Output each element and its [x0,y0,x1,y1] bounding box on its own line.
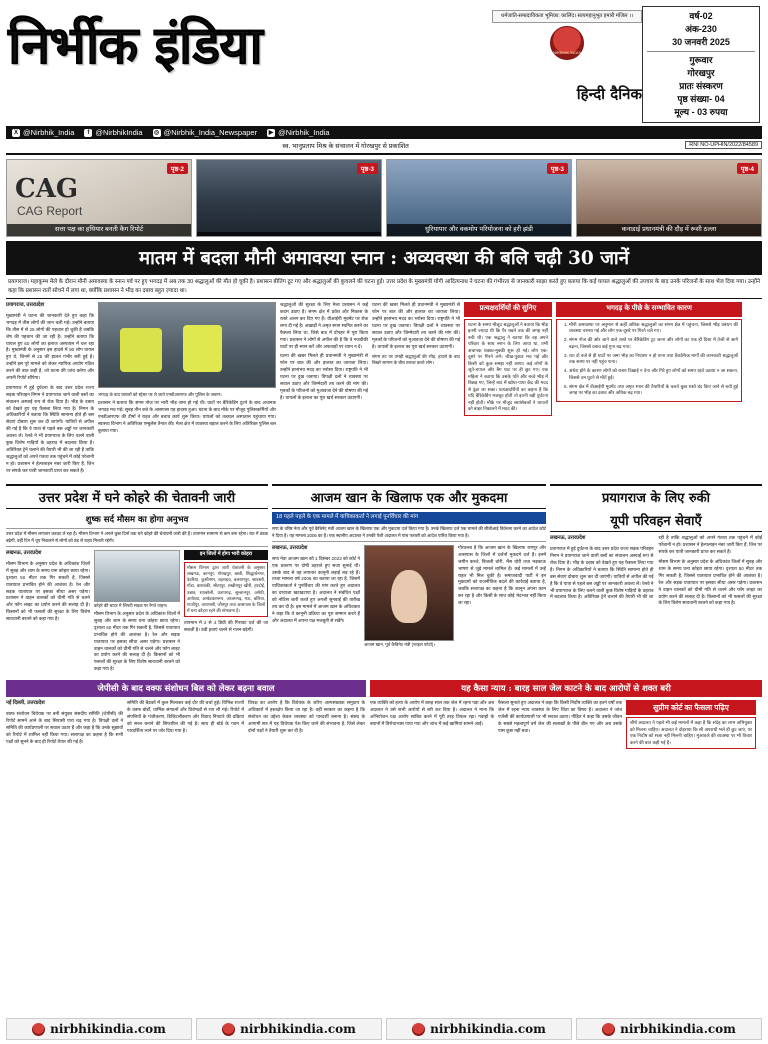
azam-headline: आजम खान के खिलाफ एक और मुकदमा [272,484,546,509]
lead-column-3 [280,302,368,477]
issue-place: गोरखपुर [687,68,715,79]
body-text: वक्फ संशोधन विधेयक पर बनी संयुक्त संसदीय समिति (जेपीसी) की रिपोर्ट सामने आने के बाद सियासी पारा चढ़ गया है। विपक्षी दलों ने समिति की कार्यप्रणाली पर सवाल उठाए हैं और कहा है कि उनके सुझावों को रिपोर्ट में शामिल नहीं किया गया। सत्तापक्ष का कहना है कि सभी पक्षों को सुनने के बाद ही रिपोर्ट तैयार की गई है। [6,710,123,744]
cause-item: 2. संगम नोज की ओर जाने वाले रास्ते पर बैरिकेडिंग टूट जाना और लोगों का एक ही दिशा में तेजी से आगे बढ़ना, जिससे दबाव कई गुना बढ़ गया। [569,337,738,350]
body-text: श्रद्धालुओं की सुरक्षा के लिए मेला प्रशासन ने कई कदम उठाए हैं। संगम क्षेत्र में प्रवेश और निकास के रास्ते अलग कर दिए गए हैं। वीआईपी मूवमेंट पर रोक लगा दी गई है। अखाड़ों ने अमृत स्नान स्थगित करने का फैसला लिया था, जिसे बाद में दोपहर में पूरा किया गया। प्रशासन ने लोगों से अपील की है कि वे नजदीकी घाटों पर ही स्नान करें और अफवाहों पर ध्यान न दें। [280,302,368,349]
daily-label: हिन्दी दैनिक [576,84,642,103]
masthead-slogan: धर्मजाति-सम्प्रदायिकता भूमिका: कालिंद। सत्यमहानुभूत हमारी मंजिल ।। [492,10,642,23]
body-text: विपक्ष का आरोप है कि विधेयक के जरिए अल्पसंख्यक समुदाय के अधिकारों में हस्तक्षेप किया जा रहा है। वहीं सरकार का कहना है कि संशोधन का उद्देश्य केवल व्यवस्था को पारदर्शी बनाना है। संसद के आगामी सत्र में यह विधेयक पेश किए जाने की संभावना है, जिसे लेकर दोनों पक्षों ने तैयारी शुरू कर दी है। [248,700,365,733]
body-text: एक व्यक्ति को हत्या के आरोप में बारह साल तक जेल में रहना पड़ा और अब अदालत ने उसे सभी आरोपों से बरी कर दिया है। अदालत ने माना कि अभियोजन पक्ष आरोप साबित करने में पूरी तरह विफल रहा। गवाहों के बयानों में विरोधाभास पाया गया और जांच में कई खामियां सामने आईं। [370,700,494,726]
footer-site-url: nirbhikindia.com [50,1022,166,1036]
azam-col-1 [272,545,360,650]
fog-intro: उत्तर प्रदेश में मौसम लगातार करवट ले रहा है। मौसम विभाग ने अगले कुछ दिनों तक घने कोहरे की चेतावनी जारी की है। तापमान सामान्य से कम बना रहेगा। रात में ठंडक बढ़ेगी, वहीं दिन में धूप निकलने से लोगों को ठंड से राहत मिलती रहेगी। [6,528,268,547]
lead-photo-rescue [98,302,276,388]
footer-site-cell[interactable] [196,1018,382,1040]
eyewitness-title: प्रत्यक्षदर्शियों की सुनिए [464,302,552,317]
social-handle: @NirbhikIndia [95,128,143,138]
social-instagram[interactable] [153,128,258,137]
issue-day: गुरूवार [689,55,713,66]
fog-subbox-text: मौसम विभाग द्वारा जारी चेतावनी के अनुसार लखनऊ, कानपुर, गोरखपुर, बस्ती, सिद्धार्थनगर, देवरिया, कुशीनगर, बहराइच, बलरामपुर, श्रावस्ती, गोंडा, बाराबंकी, सीतापुर, लखीमपुर खीरी, हरदोई, उन्नाव, रायबरेली, प्रतापगढ़, सुल्तानपुर, अमेठी, अयोध्या, अम्बेडकरनगर, आजमगढ़, मऊ, बलिया, गाजीपुर, वाराणसी, जौनपुर तथा आसपास के जिलों में घना कोहरा रहने की संभावना है। [184,562,268,618]
twitter-icon: X [13,129,18,136]
justice-title: यह कैसा न्याय : बारह साल जेल काटने के बाद आरोपों से शक्त बरी [370,680,762,697]
third-deck [6,680,762,749]
body-text: घटना की खबर मिलते ही प्रधानमंत्री ने मुख्यमंत्री से फोन पर बात की और हालात का जायजा लिया। उन्होंने हरसंभव मदद का भरोसा दिया। राष्ट्रपति ने भी घटना पर दुख जताया। विपक्षी दलों ने व्यवस्था पर सवाल उठाए और जिम्मेदारी तय करने की मांग की। मृतकों के परिजनों को मुआवजा देने की घोषणा की गई है। घायलों के इलाज का पूरा खर्च सरकार उठाएगी। [372,302,460,349]
justice-grid [370,700,762,749]
social-youtube[interactable] [267,128,329,137]
body-text: प्रशासन ने बताया कि संगम नोज़ पर भारी भीड़ जमा हो गई थी। घाटों पर बैरिकेडिंग टूटने के बाद अचानक भगदड़ मच गई। सुबह तीन बजे के आसपास यह हादसा हुआ। घटना के बाद मौके पर मौजूद पुलिसकर्मियों और एनडीआरएफ की टीमों ने राहत और बचाव कार्य शुरू किया। घायलों को तत्काल अस्पताल पहुंचाया गया। स्वास्थ्य विभाग ने अतिरिक्त एम्बुलेंस तैनात की। मेला क्षेत्र में व्यवस्था बहाल करने के लिए अतिरिक्त पुलिस बल बुलाया गया। [98,400,276,433]
brand-logo-icon [550,26,584,60]
body-text: फैसला सुनाते हुए अदालत ने कहा कि किसी निर्दोष व्यक्ति का इतने वर्षों तक जेल में रहना न्याय व्यवस्था के लिए चिंता का विषय है। अदालत ने जांच एजेंसी की कार्यप्रणाली पर भी सवाल उठाए। पीड़ित ने कहा कि उसके जीवन के सबसे महत्वपूर्ण वर्ष जेल की सलाखों के पीछे बीत गए और अब उसके पास कुछ नहीं बचा। [498,700,622,733]
facebook-icon: f [84,129,92,137]
waqf-col-3 [248,700,365,748]
body-text: सपा नेता आजम खान को 1 दिसंबर 2023 को कोर्ट ने एक प्रकरण पर दोषी ठहराते हुए सजा सुनाई थी। उसके बाद से वह लगातार कानूनी लड़ाई लड़ रहे हैं। ताजा मामला वर्ष 2006 का बताया जा रहा है, जिसमें याचिकाकर्ता ने पुनर्विचार की मांग करते हुए अदालत का दरवाजा खटखटाया है। अदालत ने संबंधित पक्षों को नोटिस जारी करते हुए अगली सुनवाई की तारीख तय कर दी है। इस मामले में आजम खान के अधिवक्ता ने कहा कि वे कानूनी प्रक्रिया का पूरा सम्मान करते हैं और अदालत में अपना पक्ष मजबूती से रखेंगे। [272,555,360,623]
instagram-icon: ◎ [153,130,160,137]
footer-site-cell[interactable] [386,1018,572,1040]
cause-item: 1. मौनी अमावस्या पर अनुमान से कहीं अधिक श्रद्धालुओं का संगम क्षेत्र में पहुंचना, जिससे भीड़ प्रबंधन की व्यवस्था चरमरा गई और लोग एक-दूसरे पर गिरते चले गए। [569,322,738,335]
teaser-page-badge: पृष्ठ-4 [737,163,758,174]
teaser-image [197,160,381,236]
teaser-page-badge: पृष्ठ-2 [167,163,188,174]
lead-column-2 [98,302,276,477]
fog-subhead: शुष्क सर्द मौसम का होगा अनुभव [85,515,189,526]
dateline: लखनऊ, उत्तरप्रदेश [550,535,586,542]
causes-box [556,302,742,477]
teaser-caption [197,232,381,236]
social-handle: @Nirbhik_India [23,128,75,138]
transport-body [550,535,762,607]
issue-date: 30 जनवरी 2025 [672,37,730,48]
editor-line: स्व. भानुप्रताप मिश्र के संचालन में गोरखपुर से प्रकाशित [282,143,409,151]
transport-headline-1: प्रयागराज के लिए रुकी [550,484,762,506]
dateline: नई दिल्ली, उत्तरप्रदेश [6,700,45,707]
dateline: लखनऊ, उत्तरप्रदेश [272,545,308,552]
lead-headline: मातम में बदला मौनी अमावस्या स्नान : अव्यवस्था की बलि चढ़ी 30 जानें [6,241,762,275]
lead-column-4 [372,302,460,477]
azam-body-grid [272,545,546,650]
social-twitter[interactable] [12,128,74,137]
social-bar [6,126,762,139]
body-text: मौसम विभाग के अनुसार प्रदेश के अधिकांश जिलों में सुबह और शाम के समय घना कोहरा छाया रहेगा। दृश्यता 50 मीटर तक गिर सकती है, जिससे यातायात प्रभावित होने की आशंका है। रेल और सड़क यातायात पर इसका सीधा असर पड़ेगा। प्रशासन ने वाहन चालकों को धीमी गति से चलने और फॉग लाइट का प्रयोग करने की सलाह दी है। किसानों को भी फसलों की सुरक्षा के लिए विशेष सावधानी बरतने को कहा गया है। [6,560,90,622]
body-text: मौसम विभाग के अनुसार प्रदेश के अधिकांश जिलों में सुबह और शाम के समय घना कोहरा छाया रहेगा। दृश्यता 50 मीटर तक गिर सकती है, जिससे यातायात प्रभावित होने की आशंका है। रेल और सड़क यातायात पर इसका सीधा असर पड़ेगा। प्रशासन ने वाहन चालकों को धीमी गति से चलने और फॉग लाइट का प्रयोग करने की सलाह दी है। किसानों को भी फसलों की सुरक्षा के लिए विशेष सावधानी बरतने को कहा गया है। [94,611,180,672]
azam-col-3 [458,545,546,650]
teaser-card[interactable] [576,159,762,237]
cause-item: 5. संगम क्षेत्र में वीआईपी मूवमेंट तथा अमृत स्नान की तैयारियों के चलते कुछ रास्ते बंद किए जाने से बची हुई जगह पर भीड़ का दबाव और अधिक बढ़ गया। [569,384,738,397]
masthead [6,4,762,123]
masthead-left [8,6,492,76]
brand-logo-text: NIRBHIK INDIA [552,49,581,55]
justice-sidebar [626,700,756,749]
justice-col-1 [370,700,494,749]
body-text: प्रयागराज में हुई दुर्घटना के बाद उत्तर प्रदेश राज्य सड़क परिवहन निगम ने प्रयागराज जाने वाली बसों का संचालन अस्थाई रूप से रोक दिया है। भीड़ के दबाव को देखते हुए यह फैसला लिया गया है। निगम के अधिकारियों ने बताया कि स्थिति सामान्य होते ही बस सेवाएं दोबारा शुरू कर दी जाएंगी। यात्रियों से अपील की गई है कि वे यात्रा से पहले बस अड्डों पर जानकारी अवश्य लें। रेलवे ने भी प्रयागराज के लिए चलने वाली कुछ विशेष गाड़ियों के ठहराव में बदलाव किया है। अतिरिक्त ट्रेनें चलाने की तैयारी भी की जा रही है ताकि श्रद्धालुओं को अपने गंतव्य तक पहुंचने में कोई परेशानी न हो। प्रशासन ने हेल्पलाइन नंबर जारी किए हैं, जिन पर संपर्क कर यात्री जानकारी प्राप्त कर सकते हैं। [550,535,762,600]
social-facebook[interactable] [84,128,142,137]
justice-section [370,680,762,749]
cause-item: 3. रात दो बजे से ही घाटों पर जमा भीड़ का नियंत्रण न हो पाना तथा वैकल्पिक मार्गों की जानकारी श्रद्धालुओं तक समय पर नहीं पहुंच पाना। [569,353,738,366]
justice-col-2 [498,700,622,749]
causes-list-wrap [556,319,742,403]
brand-logo-icon [222,1023,235,1036]
dateline: प्रयागराज, उत्तरप्रदेश [6,302,45,309]
teaser-strip [6,159,762,237]
body-text-cont: प्रयागराज में हुई दुर्घटना के बाद उत्तर प्रदेश राज्य सड़क परिवहन निगम ने प्रयागराज जाने वाली बसों का संचालन अस्थाई रूप से रोक दिया है। भीड़ के दबाव को देखते हुए यह फैसला लिया गया है। निगम के अधिकारियों ने बताया कि स्थिति सामान्य होते ही बस सेवाएं दोबारा शुरू कर दी जाएंगी। यात्रियों से अपील की गई है कि वे यात्रा से पहले बस अड्डों पर जानकारी अवश्य लें। रेलवे ने भी प्रयागराज के लिए चलने वाली कुछ विशेष गाड़ियों के ठहराव में बदलाव किया है। अतिरिक्त ट्रेनें चलाने की तैयारी भी की जा रही है ताकि श्रद्धालुओं को अपने गंतव्य तक पहुंचने में कोई परेशानी न हो। प्रशासन ने हेल्पलाइन नंबर जारी किए हैं, जिन पर संपर्क कर यात्री जानकारी प्राप्त कर सकते हैं। [6,384,94,473]
waqf-section [6,680,366,749]
waqf-grid [6,700,366,748]
photo-caption: भगदड़ के बाद घायलों को स्ट्रेचर पर ले जाते एनडीआरएफ और पुलिस के जवान। [98,392,222,398]
brand-logo-icon [32,1023,45,1036]
lead-standfirst: प्रयागराज। महाकुम्भ मेले के दौरान मौनी अमावस्या के स्नान पर्व पर हुए भगदड़ में अब तक 30 श्रद्धालुओं की मौत हो चुकी है। प्रशासन बीतिंग टूट गए और श्रद्धालुओं की कुचलने की घटना हुई। उत्तर प्रदेश के मुख्यमंत्री योगी आदित्यनाथ ने घटना की गंभीरता से जानकारी साझा करते हुए बताया कि कई घायल श्रद्धालुओं की उपचार के बाद उनके परिजनों के साथ भेज दिया गया। उन्होंने कहा कि प्रशासन रातों सोचने में लगा था, क्योंकि प्रशासन ने भीड़ का दबाव बहुत ज़्यादा था। [6,275,762,299]
lead-column-1 [6,302,94,477]
causes-title: भगदड़ के पीछे के सम्भावित कारण [556,302,742,317]
fog-tinybox: तापमान में 2 से 4 डिग्री की गिरावट दर्ज की जा सकती है। ठंडी हवाएं चलने से गलन बढ़ेगी। [184,620,268,633]
justice-sidebar-text: शीर्ष अदालत ने पहले भी कई मामलों में कहा है कि संदेह का लाभ अभियुक्त को मिलना चाहिए। अदालत ने दोहराया कि सौ अपराधी भले ही छूट जाएं, पर एक निर्दोष को सजा नहीं मिलनी चाहिए। मुआवजे की व्यवस्था पर भी विचार करने की बात कही गई है। [626,717,756,749]
body-text-2: घटना की खबर मिलते ही प्रधानमंत्री ने मुख्यमंत्री से फोन पर बात की और हालात का जायजा लिया। उन्होंने हरसंभव मदद का भरोसा दिया। राष्ट्रपति ने भी घटना पर दुख जताया। विपक्षी दलों ने व्यवस्था पर सवाल उठाए और जिम्मेदारी तय करने की मांग की। मृतकों के परिजनों को मुआवजा देने की घोषणा की गई है। घायलों के इलाज का पूरा खर्च सरकार उठाएगी। [280,353,368,400]
issue-price: मूल्य - 03 रुपया [674,107,728,118]
teaser-image-label: CAG Report [17,204,83,219]
youtube-icon: ▶ [268,130,274,137]
rni-number: RNI NO-UPHIN/2022/84589 [685,141,762,149]
body-text: समिति की बैठकों में कुल मिलाकर कई दौर की चर्चा हुई। विभिन्न राज्यों के वक्फ बोर्डों, धार्मिक संगठनों और विशेषज्ञों से राय ली गई। रिपोर्ट में संपत्तियों के पंजीकरण, डिजिटलीकरण और विवाद निपटारे की प्रक्रिया को सरल बनाने की सिफारिश की गई है। साथ ही बोर्ड के गठन में पारदर्शिता लाने पर जोर दिया गया है। [127,700,244,733]
social-handle: @Nirbhik_India [278,128,330,138]
fog-col-3 [184,550,268,676]
eyewitness-box [464,302,552,477]
teaser-caption: सत्ता पक्ष का हथियार बनती कैग रिपोर्ट [7,224,191,236]
brand-logo-icon [412,1023,425,1036]
eyewitness-text: घटना के समय मौजूद श्रद्धालुओं ने बताया कि भीड़ इतनी ज्यादा थी कि पैर रखने तक की जगह नहीं बची थी। एक श्रद्धालु ने बताया कि वह अपने परिवार के साथ स्नान के लिए आया था, तभी अचानक धक्का-मुक्की शुरू हो गई। लोग एक-दूसरे पर गिरने लगे। चीख-पुकार मच गई और किसी को कुछ समझ नहीं आया। कई लोगों के जूते-चप्पल और बैग घाट पर ही छूट गए। एक महिला ने बताया कि उसके पति और बच्चे भीड़ में बिछड़ गए, जिन्हें बाद में खोया-पाया केंद्र की मदद से ढूंढा जा सका। प्रत्यक्षदर्शियों का कहना है कि यदि बैरिकेडिंग मजबूत होती तो इतनी बड़ी दुर्घटना नहीं होती। मौके पर मौजूद स्वयंसेवकों ने घायलों को बाहर निकालने में मदद की। [464,319,552,416]
footer-bar [6,1018,762,1040]
footer-site-url: nirbhikindia.com [240,1022,356,1036]
teaser-caption: धुरियापार और वकमोप परियोजना को हरी झंडी [387,224,571,236]
transport-headline-2: यूपी परिवहन सेवाएँ [550,509,762,532]
registration-line [6,139,762,155]
issue-number: अंक-230 [685,24,717,35]
azam-col-2 [364,545,454,650]
justice-sidebar-title: सुप्रीम कोर्ट का फैसला पढ़िए [626,700,756,715]
fog-col-1 [6,550,90,676]
social-handle: @Nirbhik_India_Newspaper [163,128,258,138]
second-deck-headers [6,480,762,676]
waqf-title: जेपीसी के बाद वक्फ संशोधन बिल को लेकर बढ़ना बवाल [6,680,366,697]
azam-subkicker: सपा के वरिष्ठ नेता और पूर्व कैबिनेट मंत्री आजम खान के खिलाफ एक और मुकदमा दर्ज किया गया है। उनके खिलाफ दर्ज एक मामले की सीबीआई विवेचना करने का आदेश कोर्ट ने दिया है। यह मामला 2006 का है। एक स्थानीय अदालत ने उनकी पेशी अदालत में पांच फरवरी को आदेश पारित किया गया है। [272,524,546,542]
body-text: गौरतलब है कि आजम खान के खिलाफ रामपुर और आसपास के जिलों में दर्जनों मुकदमे दर्ज हैं। इनमें जमीन कब्जे, बिजली चोरी, भैंस चोरी तथा भड़काऊ भाषण से जुड़े मामले शामिल हैं। कई मामलों में उन्हें राहत भी मिल चुकी है। समाजवादी पार्टी ने इन मुकदमों को राजनीतिक बदले की कार्रवाई बताया है, जबकि सत्तापक्ष का कहना है कि कानून अपना काम कर रहा है और किसी के साथ कोई भेदभाव नहीं किया जा रहा। [458,545,546,606]
photo-caption: आजम खान, पूर्व कैबिनेट मंत्री (फाइल फोटो)। [364,642,435,648]
divider [647,51,755,52]
issue-pages: पृष्ठ संख्या- 04 [677,94,725,105]
brand-logo-icon [602,1023,615,1036]
footer-site-cell[interactable] [576,1018,762,1040]
fog-headline: उत्तर प्रदेश में घने कोहरे की चेतावनी जारी [6,484,268,509]
masthead-center [492,6,642,104]
azam-section [272,480,546,676]
waqf-col-2 [127,700,244,748]
fog-subbox-title: इन जिलों में होगा भारी कोहरा [184,550,268,560]
teaser-caption: कनाडाई प्रधानमंत्री की दौड़ में रूसी ठल्ला [577,224,761,236]
photo-caption-2: संगम तट पर उमड़ी श्रद्धालुओं की भीड़, हादसे के बाद बिखरे सामान के बीच तलाश करते लोग। [372,354,460,366]
footer-site-cell[interactable] [6,1018,192,1040]
body-text: मुख्यमंत्री ने घटना की जानकारी देते हुए कहा कि भगदड़ में तीस लोगों की जान चली गई। उन्होंने बताया कि तीस में से 25 लोगों की पहचान हो चुकी है जबकि शेष की पहचान की जा रही है। उन्होंने बताया कि घायल हुए 60 लोगों का इलाज अस्पताल में चल रहा है। मुख्यमंत्री के अनुसार इस हादसे में 90 लोग घायल हुए थे, जिनमें से 25 की हालत गंभीर बनी हुई है। उन्होंने इस पूरे मामले को लेकर न्यायिक आयोग गठित करने की बात कही है, जो घटना की जांच करेगा और अपनी रिपोर्ट सौंपेगा। [6,312,94,380]
transport-section [550,480,762,676]
teaser-card[interactable] [386,159,572,237]
teaser-card[interactable] [196,159,382,237]
footer-site-url: nirbhikindia.com [620,1022,736,1036]
teaser-page-badge: पृष्ठ-3 [547,163,568,174]
waqf-col-1 [6,700,123,748]
azam-photo [364,545,454,641]
footer-site-url: nirbhikindia.com [430,1022,546,1036]
issue-info [642,6,760,123]
azam-kicker: 18 पहले पहले के एक मामले में याचिकाकर्ता ने लगाई पुनर्विचार की मांग [272,512,546,524]
dateline: लखनऊ, उत्तरप्रदेश [6,550,42,557]
fog-col-2 [94,550,180,676]
issue-edition: प्रातः संस्करण [679,81,723,92]
newspaper-title: निर्भीक इंडिया [8,15,262,76]
fog-body-grid [6,550,268,676]
teaser-page-badge: पृष्ठ-3 [357,163,378,174]
cause-item: 4. अंधेरा होने के कारण लोगों को रास्ता दिखाई न देना और गिरे हुए लोगों को समय रहते उठाया न जा सकना, जिससे दम घुटने से मौतें हुईं। [569,368,738,381]
fog-photo [94,550,180,602]
issue-year: वर्ष-02 [689,11,713,21]
teaser-card[interactable] [6,159,192,237]
fog-section [6,480,268,676]
lead-story-grid [6,302,762,477]
photo-caption: कोहरे की चादर में लिपटी सड़क पर रेंगते वाहन। [94,603,168,609]
causes-list [560,322,738,397]
body-text-2: मौसम विभाग के अनुसार प्रदेश के अधिकांश जिलों में सुबह और शाम के समय घना कोहरा छाया रहेगा। दृश्यता 50 मीटर तक गिर सकती है, जिससे यातायात प्रभावित होने की आशंका है। रेल और सड़क यातायात पर इसका सीधा असर पड़ेगा। प्रशासन ने वाहन चालकों को धीमी गति से चलने और फॉग लाइट का प्रयोग करने की सलाह दी है। किसानों को भी फसलों की सुरक्षा के लिए विशेष सावधानी बरतने को कहा गया है। [658,559,762,606]
